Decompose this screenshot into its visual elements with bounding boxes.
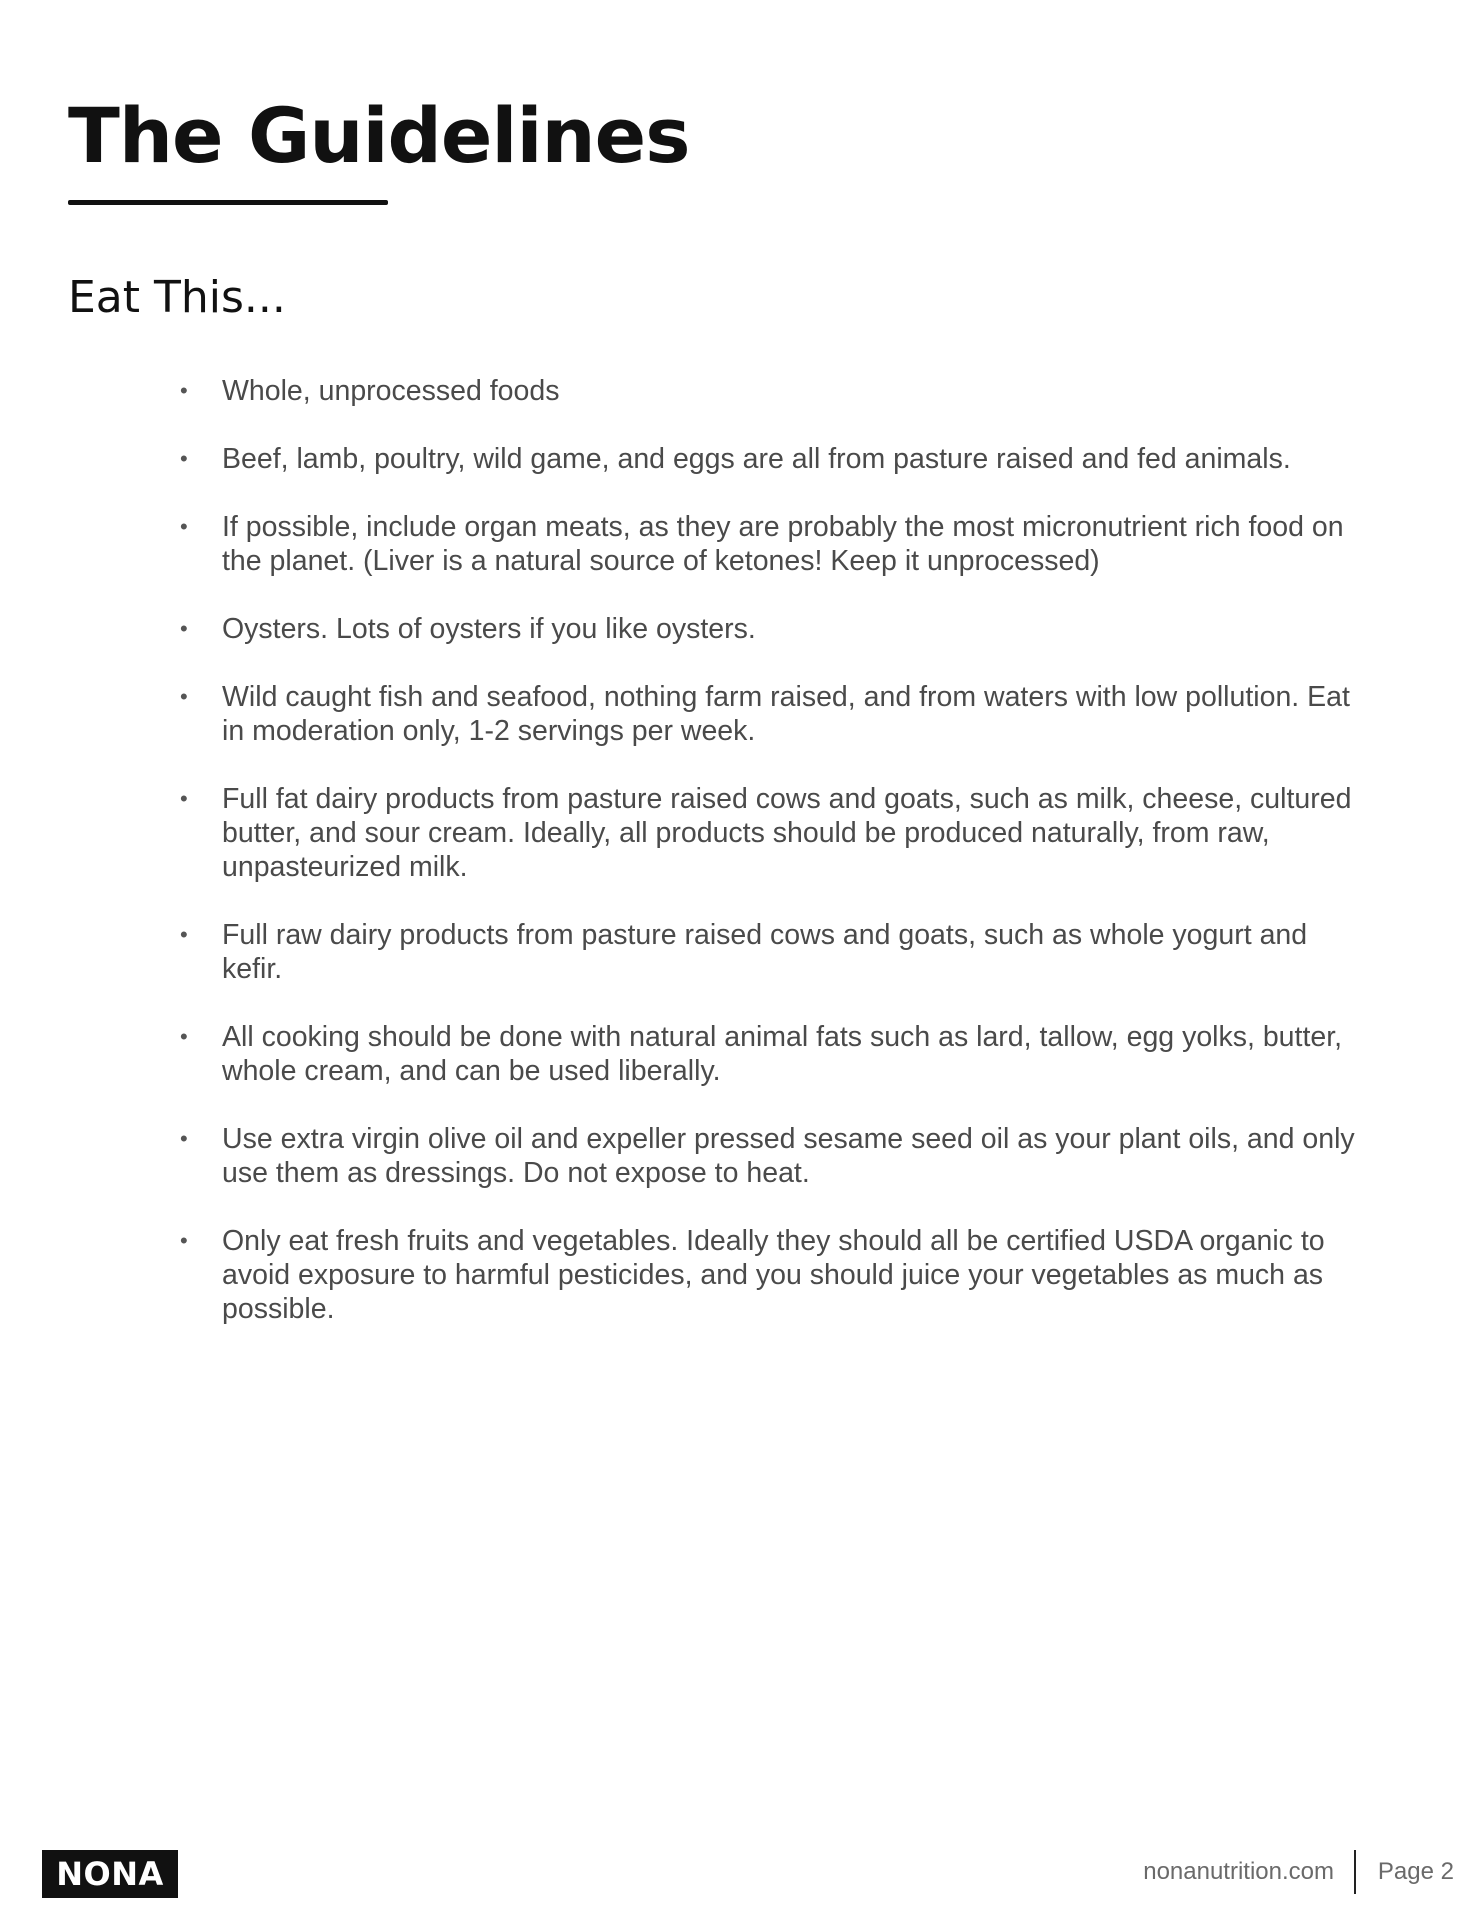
title-underline: [68, 200, 388, 205]
bullet-icon: •: [180, 446, 188, 471]
list-item: [180, 680, 1360, 748]
bullet-icon: •: [180, 616, 188, 641]
bullet-icon: •: [180, 514, 188, 539]
list-item: [180, 374, 1360, 408]
list-item-text: Wild caught fish and seafood, nothing farm raised, and from waters with low pollution. Eat in moderation only, 1-2 servings per week.: [222, 681, 1350, 747]
list-item-text: Oysters. Lots of oysters if you like oysters.: [222, 613, 756, 645]
page-title: The Guidelines: [68, 91, 690, 180]
footer-website: nonanutrition.com: [1143, 1858, 1334, 1885]
footer-divider: [1354, 1850, 1356, 1894]
bullet-icon: •: [180, 378, 188, 403]
bullet-icon: •: [180, 786, 188, 811]
guidelines-list: [180, 374, 1360, 1360]
list-item-text: Only eat fresh fruits and vegetables. Ideally they should all be certified USDA organic to avoid exposure to harmful pesticides, and you should juice your vegetables as much as possible.: [222, 1225, 1325, 1325]
list-item: [180, 510, 1360, 578]
page-number: Page 2: [1377, 1858, 1454, 1885]
list-item: [180, 1224, 1360, 1326]
list-item-text: All cooking should be done with natural animal fats such as lard, tallow, egg yolks, butter, whole cream, and can be used liberally.: [222, 1021, 1343, 1087]
bullet-icon: •: [180, 684, 188, 709]
list-item-text: Beef, lamb, poultry, wild game, and eggs are all from pasture raised and fed animals.: [222, 443, 1291, 475]
bullet-icon: •: [180, 1228, 188, 1253]
list-item: [180, 612, 1360, 646]
list-item: [180, 782, 1360, 884]
bullet-icon: •: [180, 1126, 188, 1151]
list-item: [180, 918, 1360, 986]
list-item: [180, 1122, 1360, 1190]
logo-text: NONA: [56, 1855, 164, 1893]
bullet-icon: •: [180, 1024, 188, 1049]
list-item-text: Full fat dairy products from pasture raised cows and goats, such as milk, cheese, cultured butter, and sour cream. Ideally, all products should be produced naturally, from raw, unpasteurized milk.: [222, 783, 1352, 883]
list-item-text: Full raw dairy products from pasture raised cows and goats, such as whole yogurt and kefir.: [222, 919, 1308, 985]
list-item: [180, 442, 1360, 476]
list-item: [180, 1020, 1360, 1088]
list-item-text: If possible, include organ meats, as they are probably the most micronutrient rich food on the planet. (Liver is a natural source of ketones! Keep it unprocessed): [222, 511, 1344, 577]
list-item-text: Whole, unprocessed foods: [222, 375, 560, 407]
nona-logo: [42, 1850, 178, 1898]
list-item-text: Use extra virgin olive oil and expeller pressed sesame seed oil as your plant oils, and only use them as dressings. Do not expose to heat.: [222, 1123, 1355, 1189]
bullet-icon: •: [180, 922, 188, 947]
section-heading: Eat This...: [68, 272, 286, 323]
